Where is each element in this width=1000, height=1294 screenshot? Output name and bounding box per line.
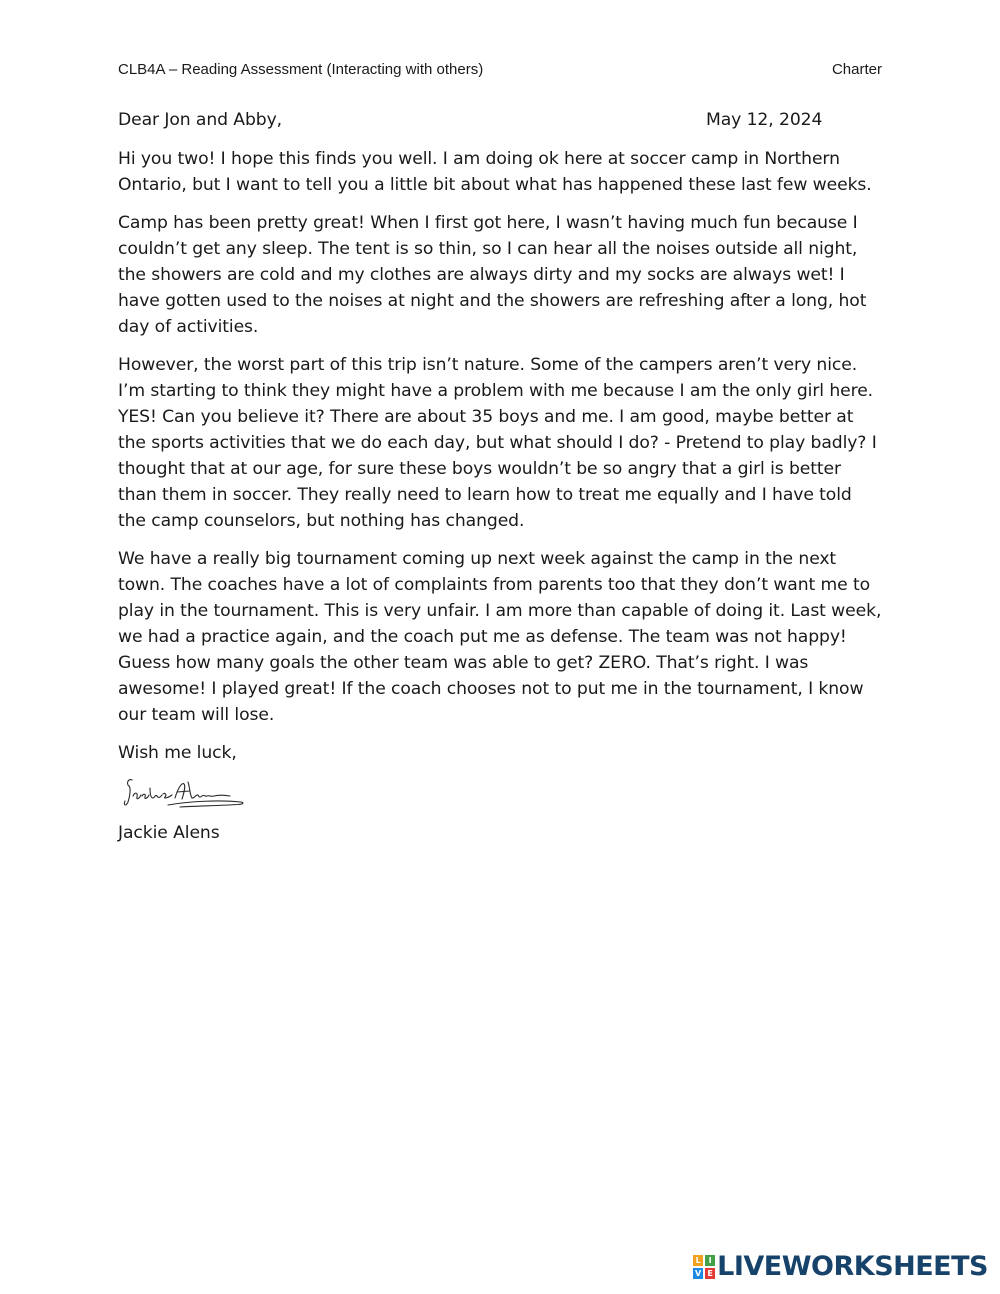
- letter-date: May 12, 2024: [706, 110, 823, 130]
- paragraph-intro: Hi you two! I hope this finds you well. I am doing ok here at soccer camp in Northern Ontario, but I want to tell you a little bit about what has happened these last few weeks.: [118, 149, 872, 195]
- handwritten-signature-icon: [120, 774, 246, 814]
- paragraph-campers: However, the worst part of this trip isn’t nature. Some of the campers aren’t very nice. I’m starting to think they might have a problem with me because I am the only girl here. YES! Can you believe it? There are about 35 boys and me. I am good, maybe better at the sports activities that we do each day, but what should I do? - Pretend to play badly? I thought that at our age, for sure these boys wouldn’t be so angry that a girl is better than them in soccer. They really need to learn how to treat me equally and I have told the camp counselors, but nothing has changed.: [118, 355, 877, 531]
- paragraph-tournament: We have a really big tournament coming up next week against the camp in the next town. The coaches have a lot of complaints from parents too that they don’t want me to play in the tournament. This is very unfair. I am more than capable of doing it. Last week, we had a practice again, and the coach put me as defense. The team was not happy! Guess how many goals the other team was able to get? ZERO. That’s right. I was awesome! I played great! If the coach chooses not to put me in the tournament, I know our team will lose.: [118, 549, 882, 725]
- liveworksheets-branding[interactable]: [693, 1252, 988, 1282]
- page-header: [118, 60, 882, 82]
- assessment-title: CLB4A – Reading Assessment (Interacting with others): [118, 61, 484, 78]
- liveworksheets-wordmark: LIVEWORKSHEETS: [717, 1251, 988, 1282]
- header-charter-label: Charter: [831, 61, 882, 78]
- closing: Wish me luck,: [118, 743, 237, 763]
- greeting-row: [118, 107, 890, 133]
- logo-letter: I: [705, 1255, 715, 1266]
- paragraph-camp: Camp has been pretty great! When I first got here, I wasn’t having much fun because I couldn’t get any sleep. The tent is so thin, so I can hear all the noises outside all night, the showers are cold and my clothes are always dirty and my socks are always wet! I have gotten used to the noises at night and the showers are refreshing after a long, hot day of activities.: [118, 213, 867, 337]
- liveworksheets-logo-icon: [693, 1255, 715, 1279]
- salutation: Dear Jon and Abby,: [118, 110, 283, 130]
- logo-letter: V: [695, 1269, 702, 1278]
- logo-letter: L: [693, 1255, 703, 1266]
- signer-name: Jackie Alens: [118, 823, 220, 843]
- logo-letter: E: [705, 1268, 715, 1279]
- letter-body: [118, 107, 890, 846]
